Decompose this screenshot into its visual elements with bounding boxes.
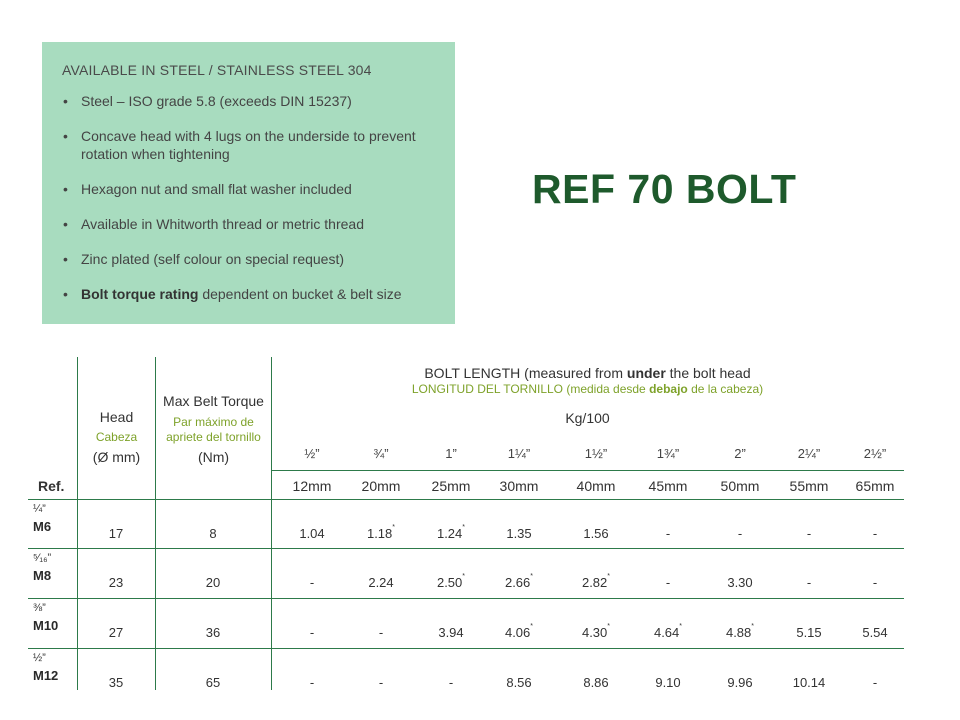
- bolt-length-es-pre: LONGITUD DEL TORNILLO (medida desde: [411, 382, 650, 396]
- weight-cell: 9.96: [727, 675, 753, 690]
- ref-metric-size: M8: [33, 568, 52, 583]
- weight-cell: -: [309, 675, 315, 690]
- asterisk-mark: *: [530, 623, 534, 630]
- weight-cell: -: [309, 625, 315, 640]
- weight-cell: 1.35: [506, 526, 532, 541]
- length-inch-header: 1”: [445, 446, 457, 461]
- max-torque-cell: 36: [205, 625, 221, 640]
- features-heading: AVAILABLE IN STEEL / STAINLESS STEEL 304: [62, 62, 372, 78]
- length-inch-header: 1½”: [584, 446, 608, 461]
- weight-cell: 1.24*: [436, 524, 466, 541]
- weight-cell: 5.15: [796, 625, 822, 640]
- weight-cell: -: [806, 526, 812, 541]
- weight-cell: -: [448, 675, 454, 690]
- length-mm-header: 40mm: [576, 478, 616, 494]
- asterisk-mark: *: [530, 573, 534, 580]
- weight-cell: 4.30*: [581, 623, 611, 640]
- weight-cell: -: [309, 575, 315, 590]
- weight-cell: 4.06*: [504, 623, 534, 640]
- weight-cell: -: [665, 575, 671, 590]
- ref-inch-size: ⁵⁄₁₆”: [33, 552, 52, 564]
- head-header-en: Head: [99, 409, 134, 425]
- weight-cell: 5.54: [862, 625, 888, 640]
- weight-cell: -: [378, 675, 384, 690]
- asterisk-mark: *: [607, 623, 611, 630]
- bolt-length-es-bold: debajo: [649, 382, 688, 396]
- weight-cell: 1.18*: [366, 524, 396, 541]
- length-mm-header: 65mm: [855, 478, 895, 494]
- feature-item-text: dependent on bucket & belt size: [198, 286, 402, 302]
- bullet-icon: •: [63, 251, 68, 267]
- weight-cell: -: [872, 575, 878, 590]
- max-torque-cell: 65: [205, 675, 221, 690]
- weight-cell: -: [737, 526, 743, 541]
- features-list: [62, 92, 437, 303]
- table-divider: [28, 499, 904, 500]
- feature-item: [62, 215, 437, 233]
- torque-header-es-1: Par máximo de: [173, 415, 254, 429]
- ref-metric-size: M6: [33, 519, 52, 534]
- length-mm-header: 12mm: [292, 478, 332, 494]
- weight-cell: -: [665, 526, 671, 541]
- weight-cell: 1.04: [299, 526, 325, 541]
- feature-item-text: Zinc plated (self colour on special request): [81, 251, 345, 267]
- weight-cell: 2.50*: [436, 573, 466, 590]
- bullet-icon: •: [63, 93, 68, 109]
- table-divider: [28, 598, 904, 599]
- head-diameter-cell: 23: [108, 575, 124, 590]
- bullet-icon: •: [63, 286, 68, 302]
- length-mm-header: 30mm: [499, 478, 539, 494]
- asterisk-mark: *: [462, 524, 466, 531]
- bolt-length-en-post: the bolt head: [665, 365, 751, 381]
- weight-cell: -: [378, 625, 384, 640]
- ref-metric-size: M12: [33, 668, 59, 683]
- head-diameter-cell: 27: [108, 625, 124, 640]
- weight-cell: 8.56: [506, 675, 532, 690]
- length-inch-header: 2”: [734, 446, 746, 461]
- product-title: REF 70 BOLT: [532, 166, 797, 212]
- length-inch-header: 1¾”: [656, 446, 680, 461]
- bullet-icon: •: [63, 181, 68, 197]
- asterisk-mark: *: [679, 623, 683, 630]
- bolt-length-header-es: [271, 382, 904, 396]
- asterisk-mark: *: [607, 573, 611, 580]
- head-header-unit: (Ø mm): [92, 449, 141, 465]
- table-divider: [77, 357, 78, 690]
- asterisk-mark: *: [462, 573, 466, 580]
- weight-cell: 4.64*: [653, 623, 683, 640]
- length-mm-header: 45mm: [648, 478, 688, 494]
- weight-cell: 8.86: [583, 675, 609, 690]
- bolt-length-unit: Kg/100: [565, 410, 610, 426]
- weight-cell: 2.82*: [581, 573, 611, 590]
- weight-cell: -: [806, 575, 812, 590]
- length-inch-header: 1¼”: [507, 446, 531, 461]
- table-divider: [271, 470, 904, 471]
- bolt-length-header-en: [271, 365, 904, 381]
- weight-cell: 10.14: [792, 675, 826, 690]
- bolt-spec-table: [28, 357, 904, 690]
- ref-metric-size: M10: [33, 618, 59, 633]
- feature-item-text: Steel – ISO grade 5.8 (exceeds DIN 15237): [81, 93, 352, 109]
- feature-item-text: Available in Whitworth thread or metric thread: [81, 216, 364, 232]
- bullet-icon: •: [63, 128, 68, 144]
- length-mm-header: 50mm: [720, 478, 760, 494]
- weight-cell: 3.30: [727, 575, 753, 590]
- feature-item: [62, 250, 437, 268]
- length-inch-header: ¾”: [373, 446, 389, 461]
- weight-cell: 2.24: [368, 575, 394, 590]
- weight-cell: -: [872, 675, 878, 690]
- bolt-length-en-bold: under: [626, 365, 666, 381]
- bolt-length-en-pre: BOLT LENGTH (measured from: [424, 365, 627, 381]
- head-diameter-cell: 17: [108, 526, 124, 541]
- feature-item: [62, 127, 437, 163]
- head-diameter-cell: 35: [108, 675, 124, 690]
- ref-inch-size: ½”: [33, 652, 46, 664]
- feature-item: [62, 285, 437, 303]
- table-divider: [28, 648, 904, 649]
- ref-header: Ref.: [38, 478, 65, 494]
- feature-item-text: Concave head with 4 lugs on the underside to prevent rotation when tightening: [81, 128, 416, 162]
- ref-inch-size: ¼”: [33, 503, 46, 515]
- length-mm-header: 25mm: [431, 478, 471, 494]
- torque-header-unit: (Nm): [197, 449, 230, 465]
- max-torque-cell: 8: [209, 526, 217, 541]
- weight-cell: 4.88*: [725, 623, 755, 640]
- ref-inch-size: ⅜”: [33, 602, 46, 614]
- table-divider: [271, 357, 272, 690]
- torque-header-en: Max Belt Torque: [163, 393, 264, 409]
- head-header-es: Cabeza: [95, 430, 138, 444]
- asterisk-mark: *: [392, 524, 396, 531]
- bullet-icon: •: [63, 216, 68, 232]
- weight-cell: 1.56: [583, 526, 609, 541]
- weight-cell: 2.66*: [504, 573, 534, 590]
- asterisk-mark: *: [751, 623, 755, 630]
- torque-header-es-2: apriete del tornillo: [166, 430, 261, 444]
- length-inch-header: 2½”: [863, 446, 887, 461]
- features-panel: [42, 42, 455, 324]
- length-inch-header: ½”: [304, 446, 320, 461]
- bolt-length-es-post: de la cabeza): [687, 382, 764, 396]
- length-mm-header: 20mm: [361, 478, 401, 494]
- feature-item-bold: Bolt torque rating: [81, 286, 199, 302]
- table-divider: [28, 548, 904, 549]
- length-inch-header: 2¼”: [797, 446, 821, 461]
- weight-cell: 3.94: [438, 625, 464, 640]
- feature-item: [62, 92, 437, 110]
- feature-item: [62, 180, 437, 198]
- max-torque-cell: 20: [205, 575, 221, 590]
- weight-cell: 9.10: [655, 675, 681, 690]
- weight-cell: -: [872, 526, 878, 541]
- length-mm-header: 55mm: [789, 478, 829, 494]
- feature-item-text: Hexagon nut and small flat washer included: [81, 181, 352, 197]
